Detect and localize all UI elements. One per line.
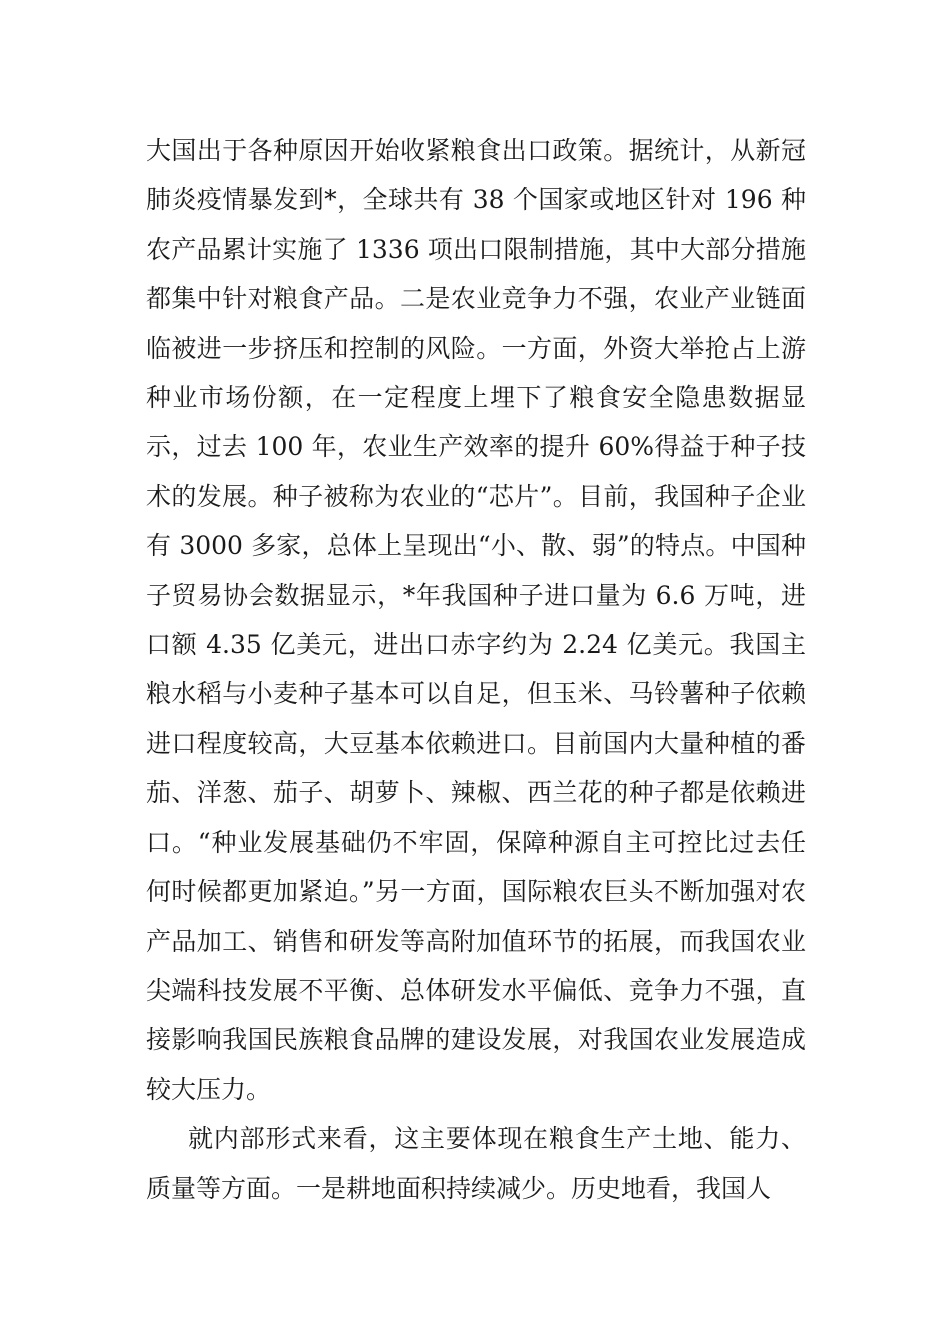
paragraph: 就内部形式来看，这主要体现在粮食生产土地、能力、质量等方面。一是耕地面积持续减少。历史地看，我国人: [146, 1124, 806, 1203]
document-body: [146, 126, 806, 1213]
paragraph: 大国出于各种原因开始收紧粮食出口政策。据统计，从新冠肺炎疫情暴发到*，全球共有 38 个国家或地区针对 196 种农产品累计实施了 1336 项出口限制措施，其中大部分措施都集中针对粮食产品。二是农业竞争力不强，农业产业链面临被进一步挤压和控制的风险。一方面，外资大举抢占上游种业市场份额，在一定程度上埋下了粮食安全隐患数据显示，过去 100 年，农业生产效率的提升 60%得益于种子技术的发展。种子被称为农业的“芯片”。目前，我国种子企业有 3000 多家，总体上呈现出“小、散、弱”的特点。中国种子贸易协会数据显示，*年我国种子进口量为 6.6 万吨，进口额 4.35 亿美元，进出口赤字约为 2.24 亿美元。我国主粮水稻与小麦种子基本可以自足，但玉米、马铃薯种子依赖进口程度较高，大豆基本依赖进口。目前国内大量种植的番茄、洋葱、茄子、胡萝卜、辣椒、西兰花的种子都是依赖进口。“种业发展基础仍不牢固，保障种源自主可控比过去任何时候都更加紧迫。”另一方面，国际粮农巨头不断加强对农产品加工、销售和研发等高附加值环节的拓展，而我国农业尖端科技发展不平衡、总体研发水平偏低、竞争力不强，直接影响我国民族粮食品牌的建设发展，对我国农业发展造成较大压力。: [146, 136, 806, 1104]
